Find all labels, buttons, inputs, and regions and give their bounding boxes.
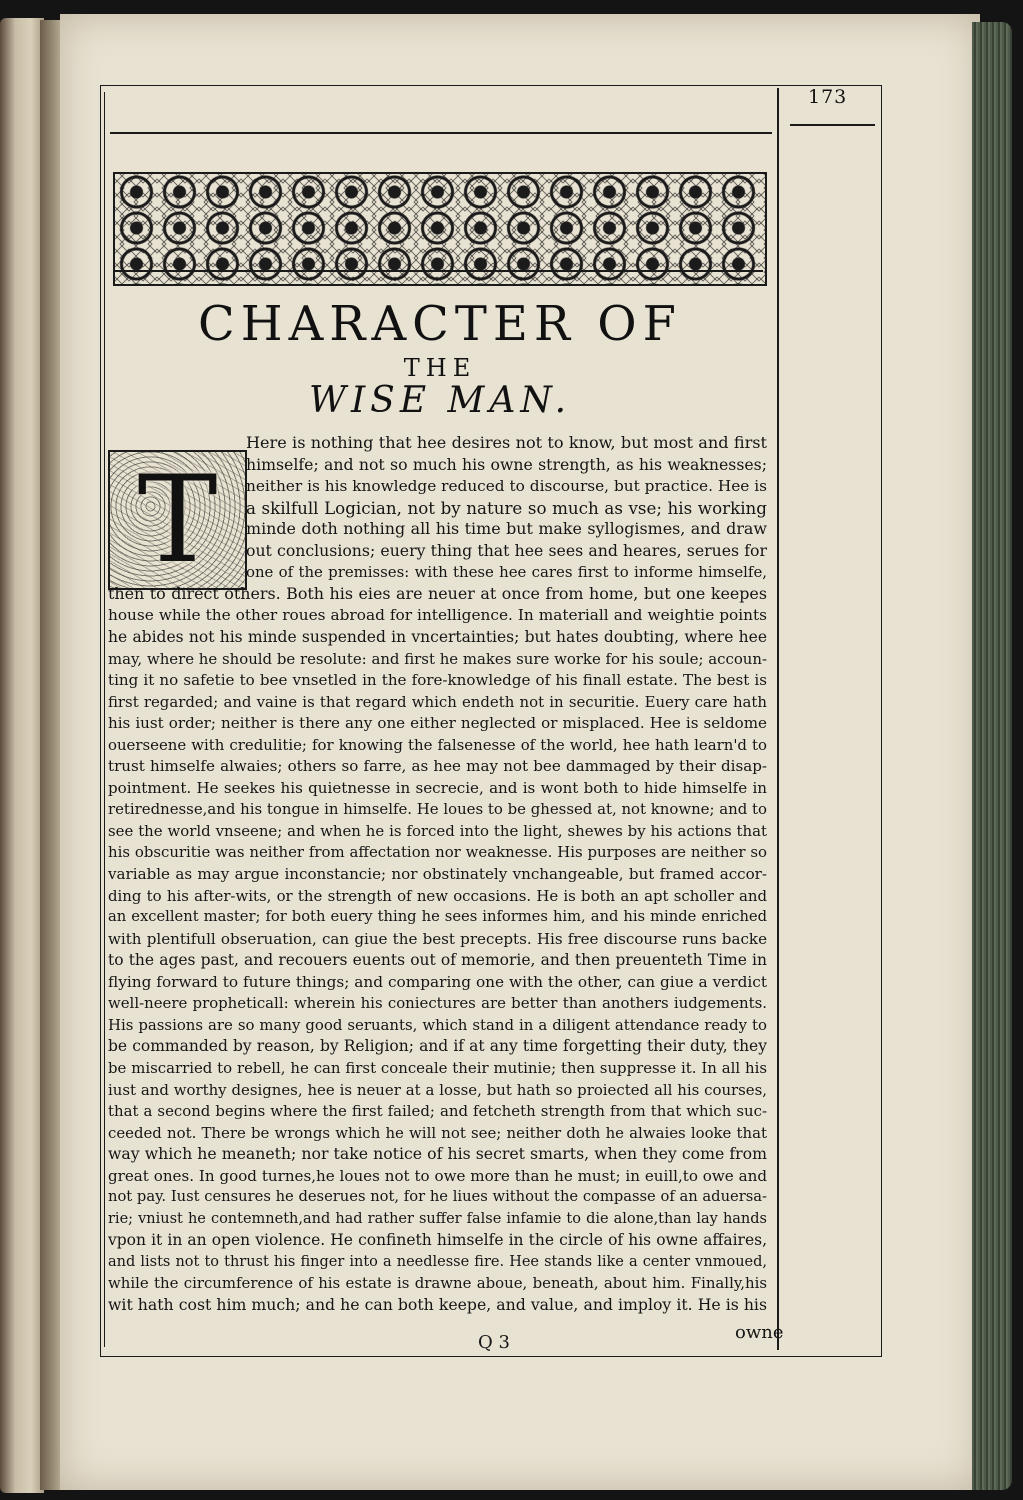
- text-line: that a second begins where the first failed; and fetcheth strength from that which suc-: [108, 1102, 767, 1121]
- headpiece-ornament: [113, 172, 767, 286]
- text-line: iust and worthy designes, hee is neuer at a losse, but hath so proiected all his courses,: [108, 1080, 767, 1099]
- text-line: his iust order; neither is there any one either neglected or misplaced. Hee is seldome: [108, 714, 767, 733]
- page-number: 173: [808, 86, 848, 108]
- page-stack-edge: [972, 22, 1012, 1490]
- text-line: vpon it in an open violence. He confineth himselfe in the circle of his owne affaires,: [108, 1231, 767, 1250]
- text-line: pointment. He seekes his quietnesse in secrecie, and is wont both to hide himselfe in: [108, 778, 767, 797]
- text-line: His passions are so many good seruants, which stand in a diligent attendance ready to: [108, 1015, 767, 1034]
- text-line: then to direct others. Both his eies are neuer at once from home, but one keepes: [108, 583, 767, 603]
- header-rule: [110, 132, 772, 134]
- text-line: an excellent master; for both euery thing he sees informes him, and his minde enriched: [108, 908, 767, 926]
- text-line: minde doth nothing all his time but make syllogismes, and draw: [246, 519, 767, 539]
- text-line: may, where he should be resolute: and first he makes sure worke for his soule; accoun-: [108, 649, 767, 668]
- decorated-initial: [108, 450, 247, 590]
- text-line: retirednesse,and his tongue in himselfe. He loues to be ghessed at, not knowne; and to: [108, 800, 767, 819]
- title-wise-man: WISE MAN.: [308, 380, 572, 421]
- ornament-rule: [113, 270, 763, 272]
- catchword: owne: [735, 1322, 784, 1343]
- text-line: ting it no safetie to bee vnsetled in the fore-knowledge of his finall estate. The best is: [108, 671, 767, 690]
- text-line: trust himselfe alwaies; others so farre, as hee may not bee dammaged by their disap-: [108, 757, 767, 776]
- text-line: house while the other roues abroad for intelligence. In materiall and weightie points: [108, 606, 767, 625]
- text-line: variable as may argue inconstancie; nor obstinately vnchangeable, but framed accor-: [108, 865, 767, 883]
- frame-rule-left: [104, 92, 105, 1347]
- text-line: ceeded not. There be wrongs which he will not see; neither doth he alwaies looke that: [108, 1123, 767, 1142]
- text-line: he abides not his minde suspended in vncertainties; but hates doubting, where hee: [108, 627, 767, 646]
- text-line: a skilfull Logician, not by nature so much as vse; his working: [246, 497, 767, 518]
- text-line: one of the premisses: with these hee cares first to informe himselfe,: [246, 563, 767, 582]
- text-line: flying forward to future things; and comparing one with the other, can giue a verdict: [108, 972, 767, 991]
- text-line: out conclusions; euery thing that hee sees and heares, serues for: [246, 540, 767, 560]
- text-line: himselfe; and not so much his owne strength, as his weaknesses;: [246, 454, 767, 474]
- text-line: while the circumference of his estate is drawne aboue, beneath, about him. Finally,his: [108, 1274, 767, 1293]
- title-the: THE: [403, 354, 477, 382]
- text-line: be commanded by reason, by Religion; and if at any time forgetting their duty, they: [108, 1037, 767, 1056]
- text-line: great ones. In good turnes,he loues not to owe more than he must; in euill,to owe and: [108, 1166, 767, 1185]
- text-line: first regarded; and vaine is that regard which endeth not in securitie. Euery care hath: [108, 692, 767, 711]
- text-line: well-neere propheticall: wherein his coniectures are better than anothers iudgements.: [108, 994, 767, 1013]
- initial-letter: T: [110, 452, 245, 588]
- text-line: wit hath cost him much; and he can both keepe, and value, and imploy it. He is his: [108, 1295, 767, 1314]
- text-line: not pay. Iust censures he deserues not, for he liues without the compasse of an aduersa-: [108, 1188, 767, 1206]
- title-character-of: CHARACTER OF: [198, 296, 682, 352]
- text-line: ouerseene with credulitie; for knowing the falsenesse of the world, hee hath learn'd to: [108, 735, 767, 754]
- text-line: and lists not to thrust his finger into a needlesse fire. Hee stands like a center vnmoued,: [108, 1253, 767, 1270]
- text-line: his obscuritie was neither from affectation nor weaknesse. His purposes are neither so: [108, 843, 767, 862]
- left-page-edge: [0, 18, 44, 1493]
- text-line: way which he meaneth; nor take notice of his secret smarts, when they come from: [108, 1144, 767, 1164]
- text-line: to the ages past, and recouers euents out of memorie, and then preuenteth Time in: [108, 951, 767, 970]
- text-line: with plentifull obseruation, can giue the best precepts. His free discourse runs backe: [108, 929, 767, 948]
- text-line: neither is his knowledge reduced to discourse, but practice. Hee is: [246, 477, 767, 496]
- margin-header-rule: [790, 124, 875, 126]
- text-line: be miscarried to rebell, he can first conceale their mutinie; then suppresse it. In all his: [108, 1058, 767, 1077]
- signature-mark: Q 3: [478, 1332, 510, 1353]
- frame-rule-right: [777, 88, 779, 1350]
- text-line: ding to his after-wits, or the strength of new occasions. He is both an apt scholler and: [108, 886, 767, 905]
- text-line: Here is nothing that hee desires not to know, but most and first: [246, 433, 767, 452]
- text-line: see the world vnseene; and when he is forced into the light, shewes by his actions that: [108, 821, 767, 840]
- text-line: rie; vniust he contemneth,and had rather suffer false infamie to die alone,than lay hands: [108, 1210, 767, 1227]
